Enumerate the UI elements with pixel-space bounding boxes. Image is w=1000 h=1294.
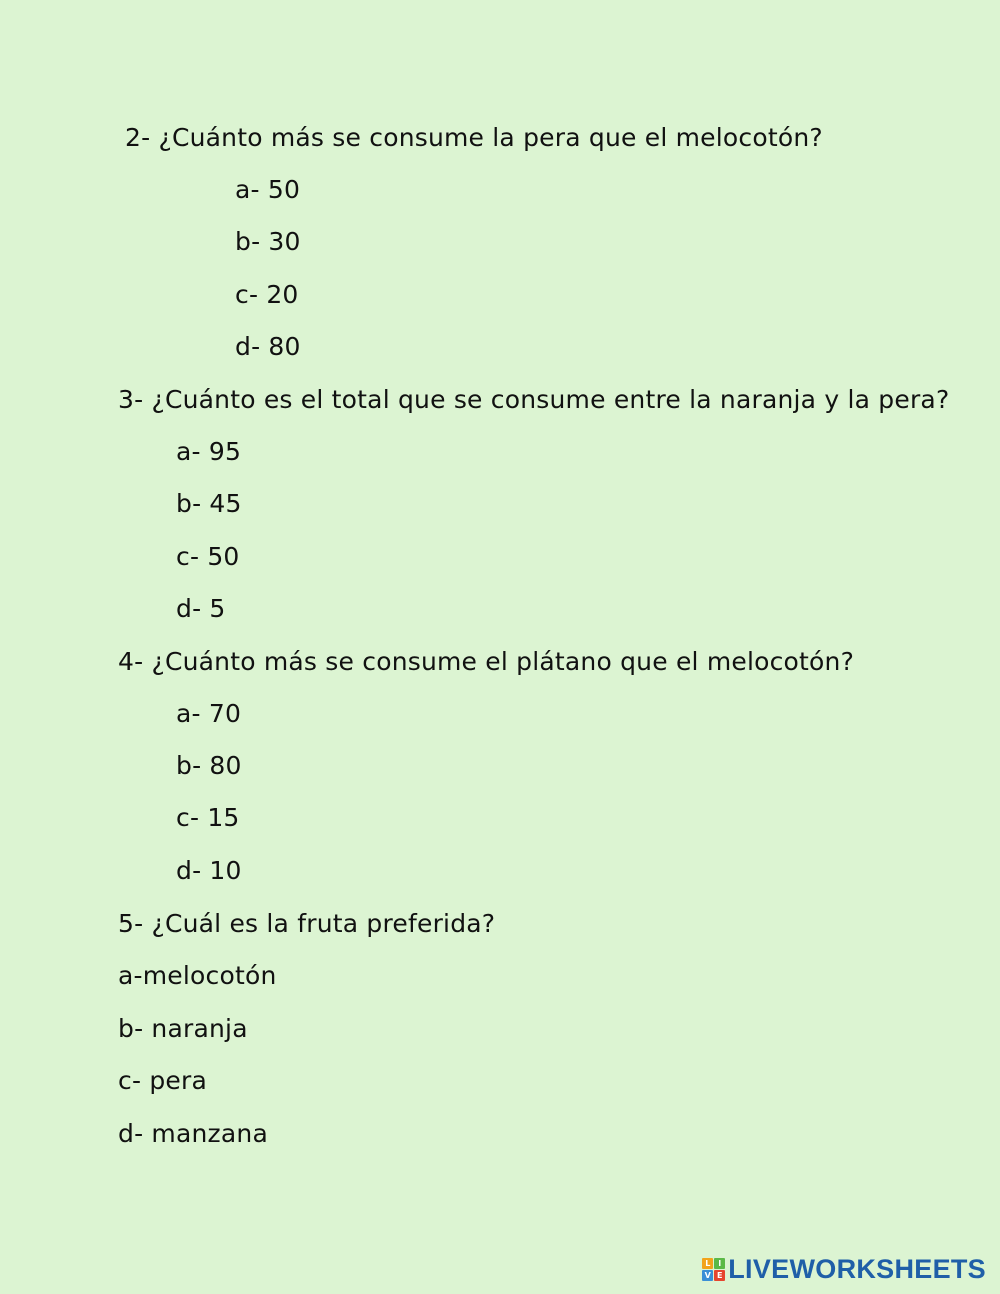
q2-option-b[interactable]: b- 30 [235,227,301,256]
q4-option-a[interactable]: a- 70 [176,699,242,728]
question-5: 5- ¿Cuál es la fruta preferida? [118,909,496,938]
q5-option-b[interactable]: b- naranja [118,1014,248,1043]
brand-name: LIVEWORKSHEETS [728,1253,986,1284]
question-3: 3- ¿Cuánto es el total que se consume entre la naranja y la pera? [118,385,950,414]
q2-option-d[interactable]: d- 80 [235,332,301,361]
q4-option-d[interactable]: d- 10 [176,856,242,885]
q5-option-d[interactable]: d- manzana [118,1119,268,1148]
q5-option-a[interactable]: a-melocotón [118,961,277,990]
logo-tile-e: E [714,1270,725,1281]
q5-option-c[interactable]: c- pera [118,1066,207,1095]
logo-tile-v: V [702,1270,713,1281]
q4-option-b[interactable]: b- 80 [176,751,242,780]
question-2: 2- ¿Cuánto más se consume la pera que el melocotón? [125,123,823,152]
logo-tile-l: L [702,1258,713,1269]
q3-option-c[interactable]: c- 50 [176,542,240,571]
q3-option-b[interactable]: b- 45 [176,489,242,518]
q4-option-c[interactable]: c- 15 [176,803,240,832]
logo-tile-i: I [714,1258,725,1269]
q2-option-a[interactable]: a- 50 [235,175,301,204]
liveworksheets-logo-icon [702,1258,725,1281]
q2-option-c[interactable]: c- 20 [235,280,299,309]
liveworksheets-brand [702,1252,986,1286]
q3-option-a[interactable]: a- 95 [176,437,242,466]
question-4: 4- ¿Cuánto más se consume el plátano que el melocotón? [118,647,855,676]
q3-option-d[interactable]: d- 5 [176,594,226,623]
